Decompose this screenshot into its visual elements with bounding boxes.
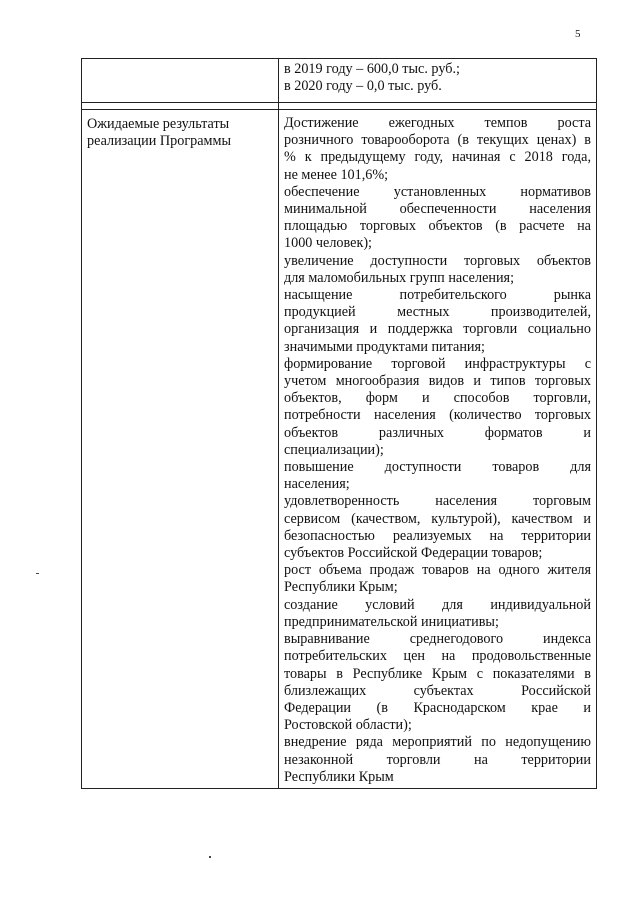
result-text-line: предпринимательской инициативы; xyxy=(284,613,499,630)
result-text-line: внедрение ряда мероприятий по недопущению xyxy=(284,734,591,751)
result-text-line: потребительских цен на продовольственные xyxy=(284,648,591,665)
result-text-line: товары в Республике Крым с показателями в xyxy=(284,665,591,682)
page-number: 5 xyxy=(575,28,581,40)
funding-line-2019: в 2019 году – 600,0 тыс. руб.; xyxy=(284,61,460,77)
scan-speck xyxy=(209,856,211,858)
result-text-line: организация и поддержка торговли социально xyxy=(284,321,591,338)
scan-speck xyxy=(36,573,39,574)
result-text-line: розничного товарооборота (в текущих ценах) в xyxy=(284,132,591,149)
result-text-line: учетом многообразия видов и типов торговых xyxy=(284,373,591,390)
result-text-line: объектов, форм и способов торговли, xyxy=(284,390,591,407)
funding-line-2020: в 2020 году – 0,0 тыс. руб. xyxy=(284,78,442,95)
result-text-line: Республики Крым; xyxy=(284,579,398,596)
funding-row xyxy=(82,59,597,103)
result-text-line: формирование торговой инфраструктуры с xyxy=(284,355,591,372)
expected-results-text-cell xyxy=(279,110,597,789)
funding-label-cell xyxy=(82,59,279,103)
result-text-line: продукцией местных производителей, xyxy=(284,304,591,321)
spacer-cell-right xyxy=(279,103,597,110)
result-text-line: минимальной обеспеченности населения xyxy=(284,201,591,218)
result-text-line: населения; xyxy=(284,476,350,493)
result-text-line: выравнивание среднегодового индекса xyxy=(284,631,591,648)
result-text-line: % к предыдущему году, начиная с 2018 года, xyxy=(284,149,591,166)
result-text-line: Федерации (в Краснодарском крае и xyxy=(284,699,591,716)
result-text-line: сервисом (качеством, культурой), качеством и xyxy=(284,510,591,527)
result-text-line: рост объема продаж товаров на одного жителя xyxy=(284,562,591,579)
result-text-line: значимыми продуктами питания; xyxy=(284,338,485,355)
expected-results-label-line: реализации Программы xyxy=(87,133,232,150)
result-text-line: не менее 101,6%; xyxy=(284,166,389,183)
result-text-line: субъектов Российской Федерации товаров; xyxy=(284,545,543,562)
result-text-line: безопасностью реализуемых на территории xyxy=(284,527,591,544)
result-text-line: обеспечение установленных нормативов xyxy=(284,183,591,200)
result-text-line: площадью торговых объектов (в расчете на xyxy=(284,218,591,235)
result-text-line: создание условий для индивидуальной xyxy=(284,596,591,613)
spacer-cell-left xyxy=(82,103,279,110)
result-text-line: близлежащих субъектах Российской xyxy=(284,682,591,699)
spacer-row xyxy=(82,103,597,110)
result-text-line: объектов различных форматов и xyxy=(284,424,591,441)
program-passport-table xyxy=(81,58,597,789)
result-text-line: Достижение ежегодных темпов роста xyxy=(284,115,591,131)
expected-results-label-line: Ожидаемые результаты xyxy=(87,116,230,132)
expected-results-row xyxy=(82,110,597,789)
result-text-line: потребности населения (количество торговых xyxy=(284,407,591,424)
result-text-line: повышение доступности товаров для xyxy=(284,459,591,476)
result-text-line: Республики Крым xyxy=(284,768,394,785)
result-text-line: удовлетворенность населения торговым xyxy=(284,493,591,510)
expected-results-label-cell xyxy=(82,110,279,789)
result-text-line: 1000 человек); xyxy=(284,235,372,252)
result-text-line: насыщение потребительского рынка xyxy=(284,287,591,304)
result-text-line: увеличение доступности торговых объектов xyxy=(284,252,591,269)
result-text-line: для маломобильных групп населения; xyxy=(284,269,515,286)
result-text-line: незаконной торговли на территории xyxy=(284,751,591,768)
result-text-line: Ростовской области); xyxy=(284,717,412,734)
funding-value-cell xyxy=(279,59,597,103)
result-text-line: специализации); xyxy=(284,441,384,458)
